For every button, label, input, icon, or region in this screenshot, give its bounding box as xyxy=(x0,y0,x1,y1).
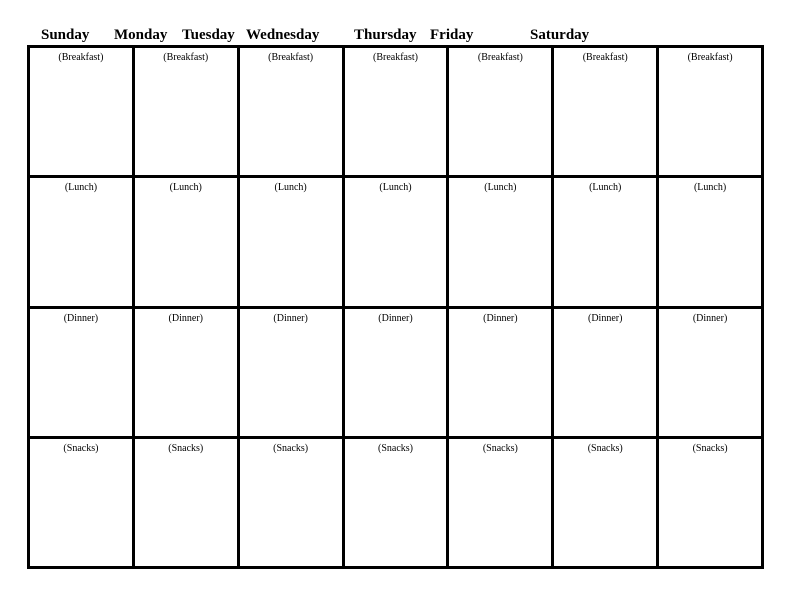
dinner-cell-tuesday xyxy=(240,309,342,436)
meal-label-breakfast: (Breakfast) xyxy=(163,52,209,63)
meal-label-snacks: (Snacks) xyxy=(168,442,204,454)
snacks-cell-tuesday xyxy=(240,439,342,566)
day-header-monday: Monday xyxy=(114,27,168,43)
dinner-cell-thursday xyxy=(449,309,551,436)
day-header-wednesday: Wednesday xyxy=(246,27,320,43)
meal-label-lunch: (Lunch) xyxy=(274,182,307,194)
snacks-cell-sunday xyxy=(30,439,132,566)
meal-label-snacks: (Snacks) xyxy=(692,442,728,454)
day-header-tuesday: Tuesday xyxy=(182,27,235,43)
meal-label-lunch: (Lunch) xyxy=(169,182,202,194)
snacks-cell-friday xyxy=(554,439,656,566)
meal-label-breakfast: (Breakfast) xyxy=(582,52,628,63)
lunch-cell-saturday xyxy=(659,178,761,305)
meal-label-snacks: (Snacks) xyxy=(377,442,413,454)
snacks-cell-monday xyxy=(135,439,237,566)
meal-label-lunch: (Lunch) xyxy=(379,182,412,194)
day-header-saturday: Saturday xyxy=(530,27,590,43)
day-header-sunday: Sunday xyxy=(41,27,90,43)
meal-label-lunch: (Lunch) xyxy=(693,182,727,194)
breakfast-cell-saturday xyxy=(659,48,761,175)
lunch-cell-friday xyxy=(554,178,656,305)
breakfast-cell-wednesday xyxy=(345,48,447,175)
day-header-friday: Friday xyxy=(430,27,474,43)
meal-label-dinner: (Dinner) xyxy=(378,312,413,324)
meal-label-snacks: (Snacks) xyxy=(273,442,309,454)
meal-label-snacks: (Snacks) xyxy=(482,442,518,454)
snacks-cell-saturday xyxy=(659,439,761,566)
meal-label-dinner: (Dinner) xyxy=(692,312,728,324)
meal-label-breakfast: (Breakfast) xyxy=(58,52,104,63)
dinner-cell-friday xyxy=(554,309,656,436)
breakfast-cell-tuesday xyxy=(240,48,342,175)
meal-label-dinner: (Dinner) xyxy=(168,312,203,324)
dinner-cell-wednesday xyxy=(345,309,447,436)
meal-plan-grid xyxy=(27,45,764,569)
dinner-cell-saturday xyxy=(659,309,761,436)
snacks-cell-wednesday xyxy=(345,439,447,566)
lunch-cell-monday xyxy=(135,178,237,305)
lunch-cell-thursday xyxy=(449,178,551,305)
lunch-cell-tuesday xyxy=(240,178,342,305)
breakfast-cell-sunday xyxy=(30,48,132,175)
meal-label-dinner: (Dinner) xyxy=(273,312,308,324)
lunch-cell-wednesday xyxy=(345,178,447,305)
breakfast-cell-thursday xyxy=(449,48,551,175)
meal-label-dinner: (Dinner) xyxy=(483,312,518,324)
meal-label-dinner: (Dinner) xyxy=(63,312,99,324)
meal-label-lunch: (Lunch) xyxy=(589,182,622,194)
meal-label-breakfast: (Breakfast) xyxy=(268,52,314,63)
dinner-cell-sunday xyxy=(30,309,132,436)
meal-label-breakfast: (Breakfast) xyxy=(687,52,733,63)
snacks-cell-thursday xyxy=(449,439,551,566)
breakfast-cell-monday xyxy=(135,48,237,175)
lunch-cell-sunday xyxy=(30,178,132,305)
meal-label-snacks: (Snacks) xyxy=(63,442,99,454)
meal-label-breakfast: (Breakfast) xyxy=(477,52,523,63)
meal-label-dinner: (Dinner) xyxy=(587,312,623,324)
meal-label-lunch: (Lunch) xyxy=(64,182,98,194)
breakfast-cell-friday xyxy=(554,48,656,175)
meal-label-snacks: (Snacks) xyxy=(587,442,623,454)
meal-label-lunch: (Lunch) xyxy=(484,182,517,194)
day-header-thursday: Thursday xyxy=(354,27,417,43)
dinner-cell-monday xyxy=(135,309,237,436)
meal-label-breakfast: (Breakfast) xyxy=(373,52,418,63)
